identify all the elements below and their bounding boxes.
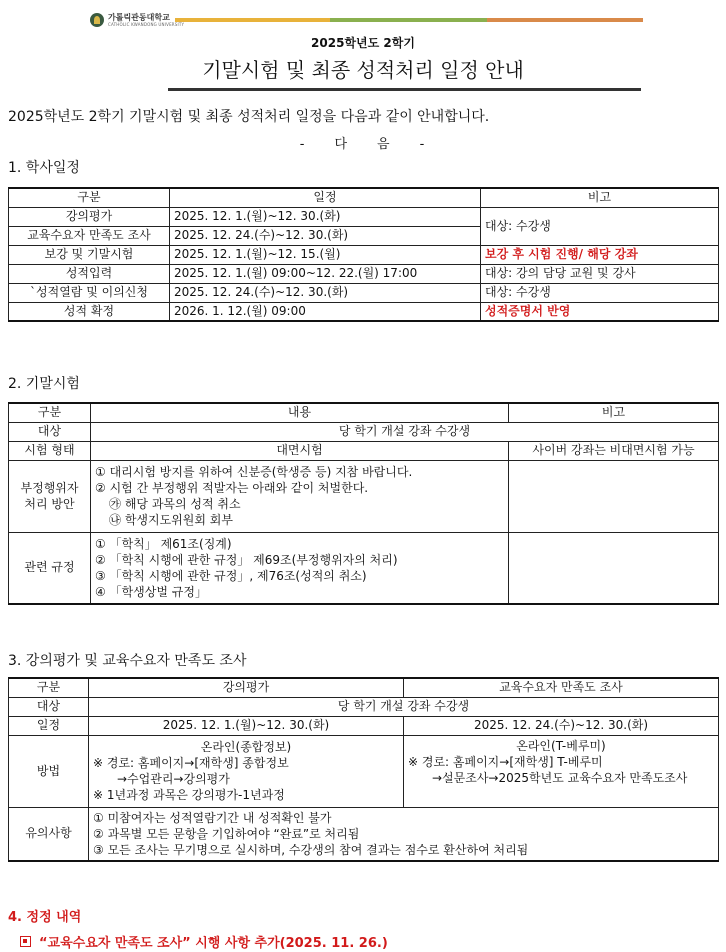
daeum-divider: - 다 음 - — [299, 137, 427, 152]
table-row: 일정 2025. 12. 1.(월)~12. 30.(화) 2025. 12. 24.(수)~12. 30.(화) — [9, 716, 719, 735]
table-row: 방법 온라인(종합정보) ※ 경로: 홈페이지→[재학생] 종합정보 →수업관리→강의평가 ※ 1년과정 과목은 강의평가-1년과정 온라인(T-베루미) ※ 경로: 홈페이지→[재학생] T-베루미 →설문조사→2025학년도 교육수요자 만족도조사 — [9, 735, 719, 807]
final-exam-table — [8, 402, 719, 605]
academic-schedule-table — [8, 187, 719, 322]
evaluation-survey-table — [8, 677, 719, 862]
title-underline — [168, 88, 641, 91]
table-header-row: 구분 강의평가 교육수요자 만족도 조사 — [9, 678, 719, 697]
table-row: 시험 형태 대면시험 사이버 강좌는 비대면시험 가능 — [9, 441, 719, 460]
square-bullet-icon — [20, 936, 31, 947]
intro-text: 2025학년도 2학기 기말시험 및 최종 성적처리 일정을 다음과 같이 안내합니다. — [8, 109, 490, 125]
table-header-row: 구분 일정 비고 — [9, 188, 719, 207]
misconduct-label: 부정행위자 처리 방안 — [9, 460, 91, 532]
section-2-title: 2. 기말시험 — [8, 376, 80, 392]
table-row — [9, 460, 719, 532]
university-emblem-icon — [90, 13, 104, 27]
table-row: 유의사항 ① 미참여자는 성적열람기간 내 성적확인 불가 ② 과목별 모든 문항을 기입하여야 “완료”로 처리됨 ③ 모든 조사는 무기명으로 실시하며, 수강생의 참여 결과는 점수로 환산하여 처리됨 — [9, 807, 719, 861]
section-4-title: 4. 정정 내역 — [8, 910, 82, 925]
merged-note: 대상: 수강생 — [481, 207, 719, 245]
table-row: 성적입력 2025. 12. 1.(월) 09:00~12. 22.(월) 17:00 대상: 강의 담당 교원 및 강사 — [9, 264, 719, 283]
notes-content: ① 미참여자는 성적열람기간 내 성적확인 불가 ② 과목별 모든 문항을 기입하여야 “완료”로 처리됨 ③ 모든 조사는 무기명으로 실시하며, 수강생의 참여 결과는 점수로 환산하여 처리됨 — [89, 807, 719, 861]
section-3-title: 3. 강의평가 및 교육수요자 만족도 조사 — [8, 653, 247, 669]
correction-item: “교육수요자 만족도 조사” 시행 사항 추가(2025. 11. 26.) — [20, 932, 388, 951]
rules-content: ① 「학칙」 제61조(징계) ② 「학칙 시행에 관한 규정」 제69조(부정행위자의 처리) ③ 「학칙 시행에 관한 규정」, 제76조(성적의 취소) ④ 「학생상벌 규정」 — [91, 532, 509, 604]
misconduct-content: ① 대리시험 방지를 위하여 신분증(학생증 등) 지참 바랍니다. ② 시험 간 부정행위 적발자는 아래와 같이 처벌한다. ㉮ 해당 과목의 성적 취소 ㉯ 학생지도위원회 회부 — [91, 460, 509, 532]
university-logo — [90, 13, 184, 27]
page-title: 기말시험 및 최종 성적처리 일정 안내 — [202, 58, 524, 82]
header-color-bar — [175, 18, 643, 22]
section-1-title: 1. 학사일정 — [8, 160, 80, 176]
table-row: 강의평가 2025. 12. 1.(월)~12. 30.(화) 대상: 수강생 — [9, 207, 719, 226]
table-row: 교육수요자 만족도 조사 2025. 12. 24.(수)~12. 30.(화) — [9, 226, 719, 245]
table-header-row: 구분 내용 비고 — [9, 403, 719, 422]
table-row: 관련 규정 ① 「학칙」 제61조(징계) ② 「학칙 시행에 관한 규정」 제69조(부정행위자의 처리) ③ 「학칙 시행에 관한 규정」, 제76조(성적의 취소) ④ 「학생상벌 규정」 — [9, 532, 719, 604]
semester-label: 2025학년도 2학기 — [311, 36, 415, 50]
table-row: 보강 및 기말시험 2025. 12. 1.(월)~12. 15.(월) 보강 후 시험 진행/ 해당 강좌 — [9, 245, 719, 264]
method-survey: 온라인(T-베루미) ※ 경로: 홈페이지→[재학생] T-베루미 →설문조사→2025학년도 교육수요자 만족도조사 — [404, 735, 719, 807]
table-row: 대상 당 학기 개설 강좌 수강생 — [9, 697, 719, 716]
logo-korean-name: 가톨릭관동대학교 — [108, 12, 170, 22]
logo-english-name: CATHOLIC KWANDONG UNIVERSITY — [108, 21, 185, 27]
table-row: `성적열람 및 이의신청 2025. 12. 24.(수)~12. 30.(화) 대상: 수강생 — [9, 283, 719, 302]
table-row: 대상 당 학기 개설 강좌 수강생 — [9, 422, 719, 441]
method-eval: 온라인(종합정보) ※ 경로: 홈페이지→[재학생] 종합정보 →수업관리→강의평가 ※ 1년과정 과목은 강의평가-1년과정 — [89, 735, 404, 807]
table-row: 성적 확정 2026. 1. 12.(월) 09:00 성적증명서 반영 — [9, 302, 719, 321]
